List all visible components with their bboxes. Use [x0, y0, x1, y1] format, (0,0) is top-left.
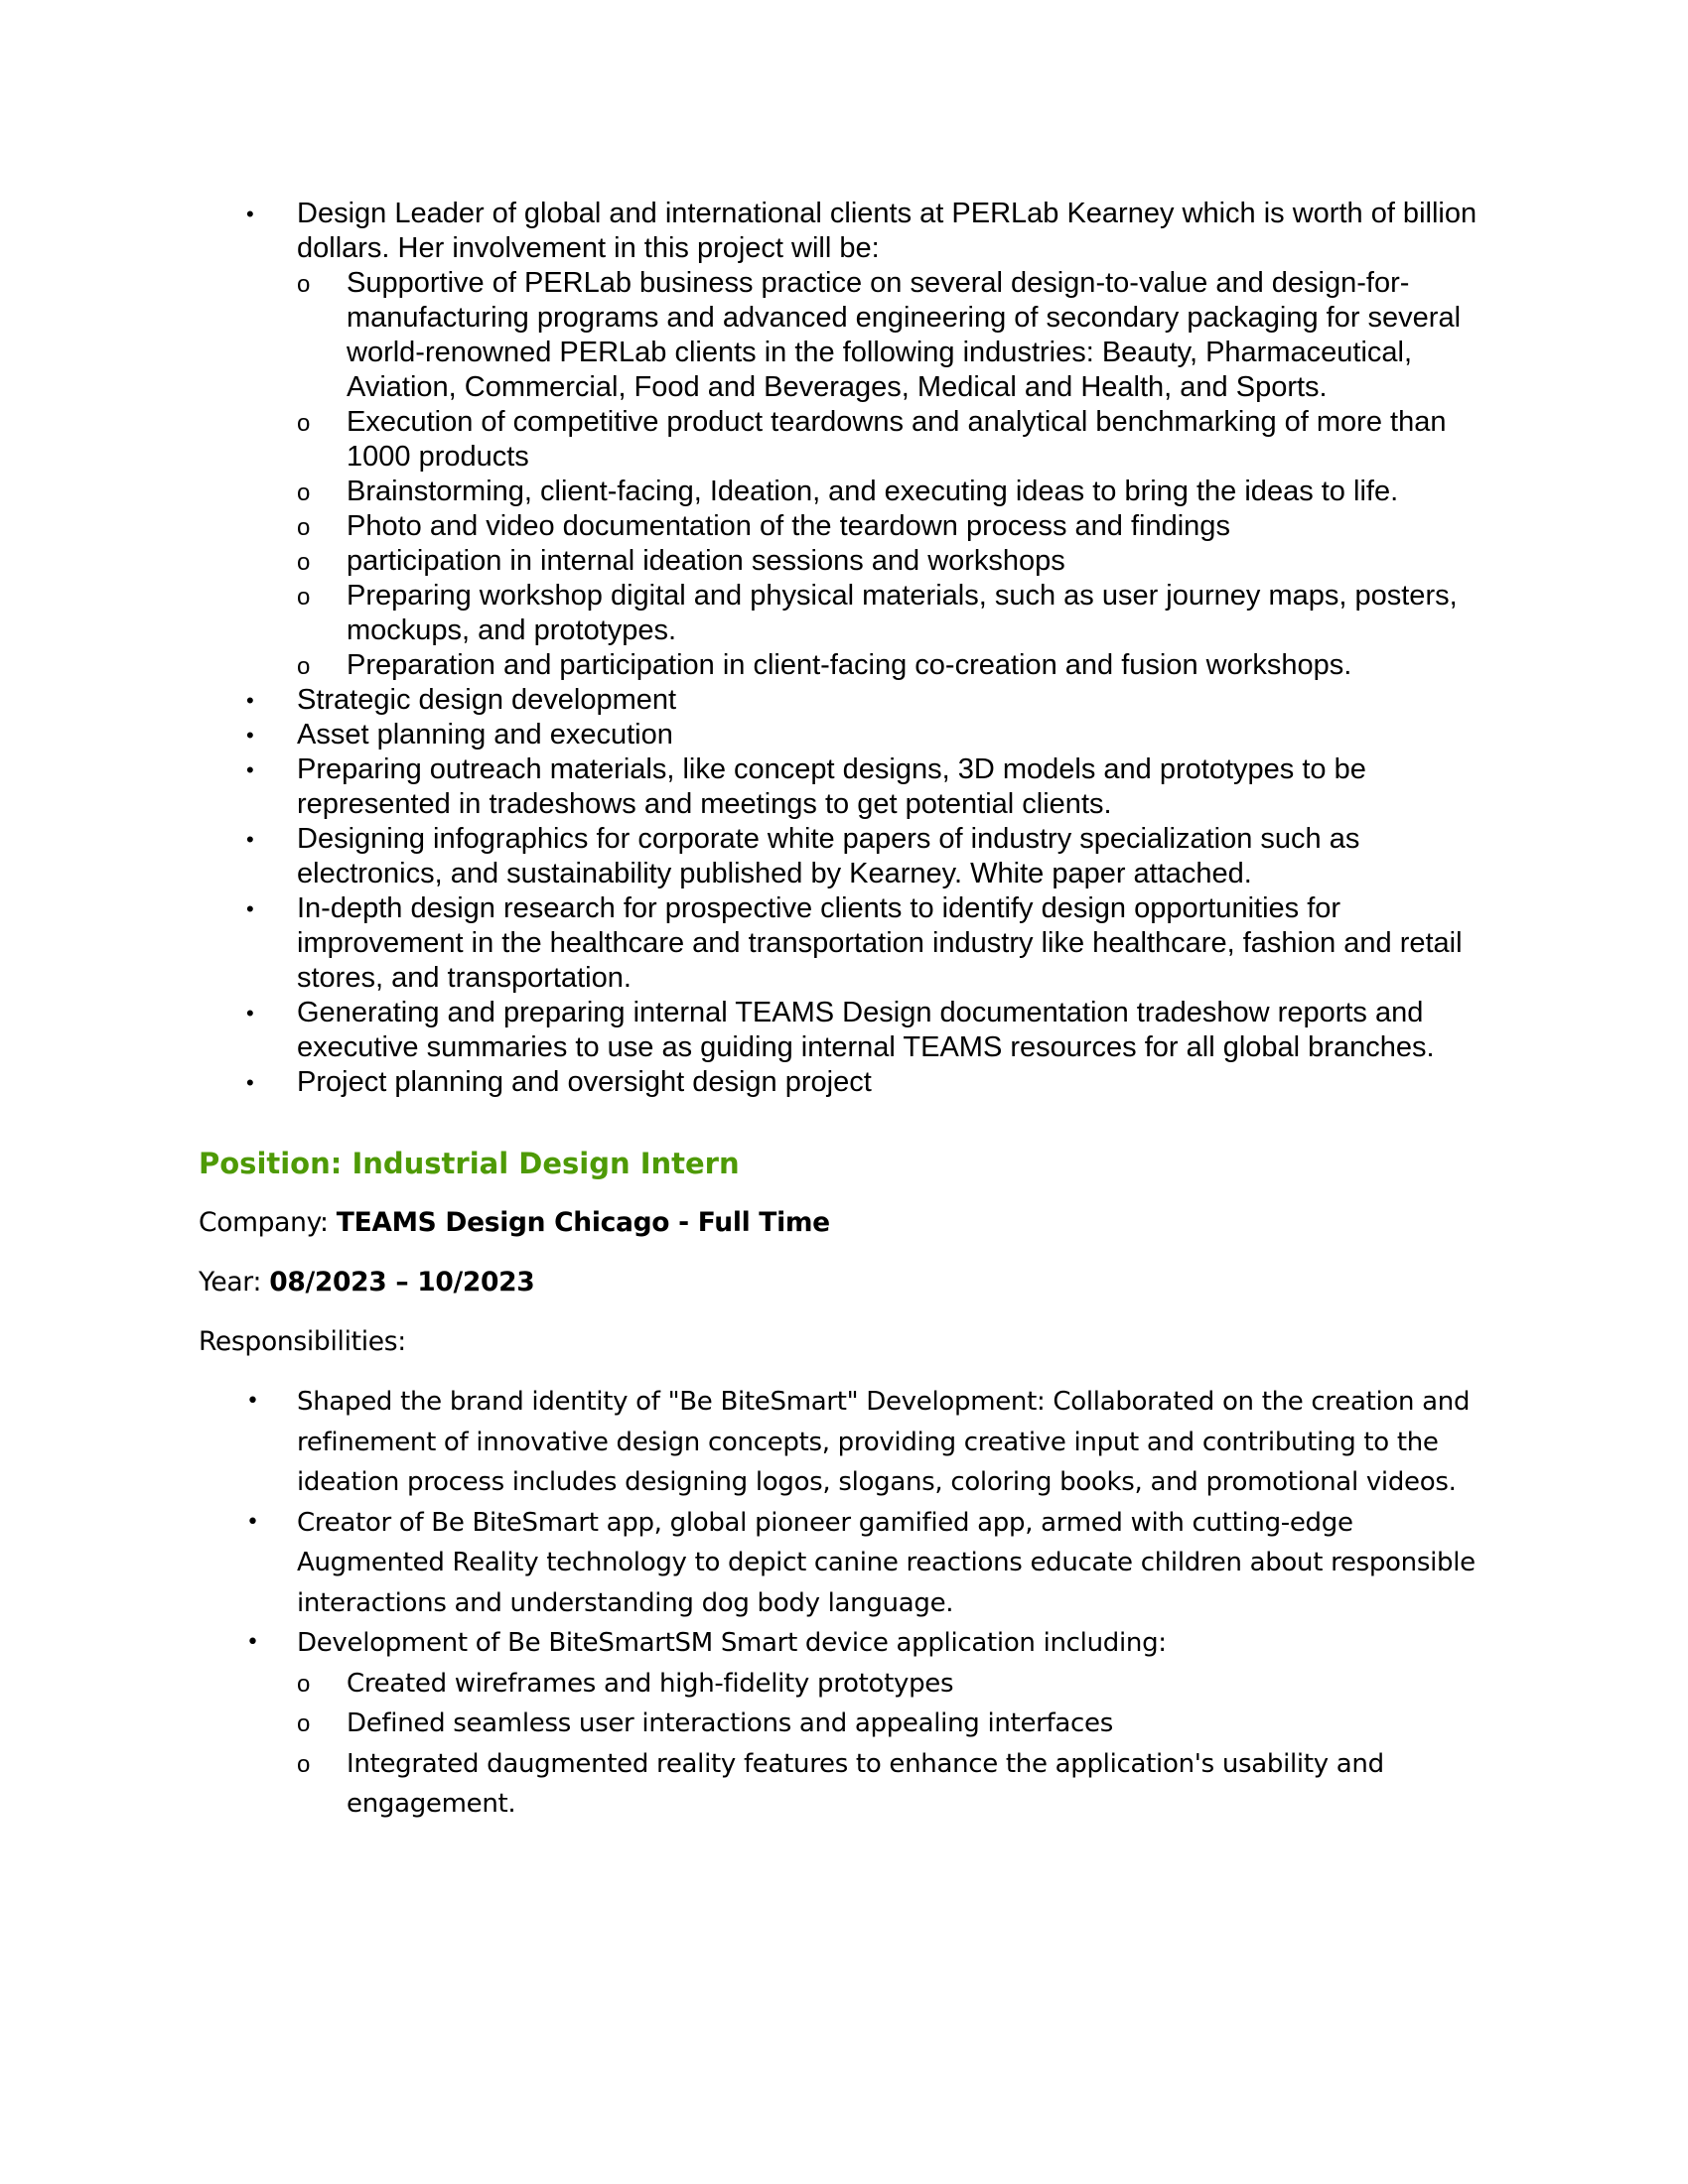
- sub-list-item-text: Supportive of PERLab business practice on several design-to-value and design-for-manufacturing programs and advanced engineering of secondary packaging for several world-renowned PERLab clients in the following industries: Beauty, Pharmaceutical, Aviation, Commercial, Food and Beverages, Medical and Health, and Sports.: [347, 267, 1462, 403]
- bullet-icon: •: [246, 688, 254, 713]
- list-item-text: Preparing outreach materials, like concept designs, 3D models and prototypes to be represented in tradeshows and meetings to get potential clients.: [297, 753, 1366, 820]
- list-item: [199, 752, 1489, 822]
- year-label: Year:: [199, 1267, 262, 1297]
- list-item-text: Shaped the brand identity of "Be BiteSmart" Development: Collaborated on the creation and refinement of innovative design concepts, providing creative input and contributing to the ideation process includes designing logos, slogans, coloring books, and promotional videos.: [297, 1387, 1471, 1497]
- sub-bullet-icon: o: [297, 1710, 311, 1737]
- sub-list-item: [297, 544, 1489, 579]
- list-item-text: In-depth design research for prospective clients to identify design opportunities for improvement in the healthcare and transportation industry like healthcare, fashion and retail stores, and transportation.: [297, 892, 1463, 994]
- list-item: [199, 1503, 1489, 1624]
- sub-list-item: [297, 405, 1489, 475]
- sub-list-item-text: participation in internal ideation sessions and workshops: [347, 545, 1065, 577]
- sub-bullet-icon: o: [297, 514, 311, 541]
- sub-bullet-icon: o: [297, 584, 311, 611]
- sub-list-item-text: Defined seamless user interactions and appealing interfaces: [347, 1708, 1113, 1738]
- sub-list: [297, 1664, 1489, 1825]
- list-item-text: Asset planning and execution: [297, 719, 673, 751]
- sub-list-item: [297, 648, 1489, 683]
- responsibilities-label: Responsibilities:: [199, 1326, 406, 1357]
- list-item: [199, 1065, 1489, 1100]
- list-item: [199, 1623, 1489, 1825]
- sub-list-item-text: Brainstorming, client-facing, Ideation, and executing ideas to bring the ideas to life.: [347, 476, 1399, 507]
- bullet-icon: •: [246, 723, 254, 748]
- company-line: [199, 1203, 1489, 1243]
- company-label: Company:: [199, 1207, 329, 1238]
- sub-list-item-text: Preparation and participation in client-facing co-creation and fusion workshops.: [347, 649, 1352, 681]
- bullet-icon: •: [246, 1630, 259, 1655]
- sub-list-item-text: Preparing workshop digital and physical materials, such as user journey maps, posters, mockups, and prototypes.: [347, 580, 1458, 646]
- sub-bullet-icon: o: [297, 549, 311, 576]
- bullet-icon: •: [246, 1389, 259, 1414]
- year-value: 08/2023 – 10/2023: [269, 1267, 535, 1297]
- sub-list-item-text: Photo and video documentation of the teardown process and findings: [347, 510, 1230, 542]
- list-item-text: Development of Be BiteSmartSM Smart device application including:: [297, 1628, 1167, 1658]
- company-value: TEAMS Design Chicago - Full Time: [336, 1207, 830, 1238]
- list-item-text: Designing infographics for corporate white papers of industry specialization such as electronics, and sustainability published by Kearney. White paper attached.: [297, 823, 1360, 889]
- list-item: [199, 683, 1489, 718]
- sub-list-item: [297, 266, 1489, 405]
- year-line: [199, 1263, 1489, 1302]
- leader-responsibilities-list: [199, 197, 1489, 1100]
- sub-list-item: [297, 475, 1489, 509]
- bullet-icon: •: [246, 757, 254, 782]
- bullet-icon: •: [246, 1509, 259, 1535]
- sub-list-item: [297, 509, 1489, 544]
- list-item-text: Design Leader of global and international clients at PERLab Kearney which is worth of billion dollars. Her involvement in this project will be:: [297, 198, 1477, 264]
- sub-bullet-icon: o: [297, 479, 311, 506]
- position-heading: Position: Industrial Design Intern: [199, 1147, 740, 1180]
- list-item: [199, 996, 1489, 1065]
- list-item-text: Generating and preparing internal TEAMS Design documentation tradeshow reports and executive summaries to use as guiding internal TEAMS resources for all global branches.: [297, 997, 1435, 1063]
- sub-list-item: [297, 1664, 1489, 1705]
- sub-bullet-icon: o: [297, 1670, 311, 1698]
- list-item: [199, 822, 1489, 891]
- sub-bullet-icon: o: [297, 653, 311, 680]
- sub-list-item-text: Execution of competitive product teardowns and analytical benchmarking of more than 1000 products: [347, 406, 1447, 473]
- sub-list-item: [297, 579, 1489, 648]
- list-item: [199, 891, 1489, 996]
- bullet-icon: •: [246, 1070, 254, 1095]
- sub-bullet-icon: o: [297, 271, 311, 298]
- page-content: [199, 197, 1489, 1825]
- sub-list-item-text: Created wireframes and high-fidelity prototypes: [347, 1668, 954, 1699]
- list-item: [199, 1382, 1489, 1503]
- sub-bullet-icon: o: [297, 1750, 311, 1778]
- list-item-text: Strategic design development: [297, 684, 677, 716]
- bullet-icon: •: [246, 896, 254, 921]
- sub-list-item: [297, 1704, 1489, 1744]
- list-item-text: Project planning and oversight design project: [297, 1066, 872, 1098]
- sub-list-item: [297, 1744, 1489, 1825]
- list-item: [199, 718, 1489, 752]
- sub-list-item-text: Integrated daugmented reality features to enhance the application's usability and engagement.: [347, 1748, 1384, 1819]
- sub-bullet-icon: o: [297, 410, 311, 437]
- list-item: [199, 197, 1489, 683]
- list-item-text: Creator of Be BiteSmart app, global pioneer gamified app, armed with cutting-edge Augmented Reality technology to depict canine reactions educate children about responsible interactions and understanding dog body language.: [297, 1507, 1476, 1618]
- bullet-icon: •: [246, 827, 254, 852]
- bullet-icon: •: [246, 1001, 254, 1025]
- intern-responsibilities-list: [199, 1382, 1489, 1825]
- sub-list: [297, 266, 1489, 683]
- bullet-icon: •: [246, 202, 254, 226]
